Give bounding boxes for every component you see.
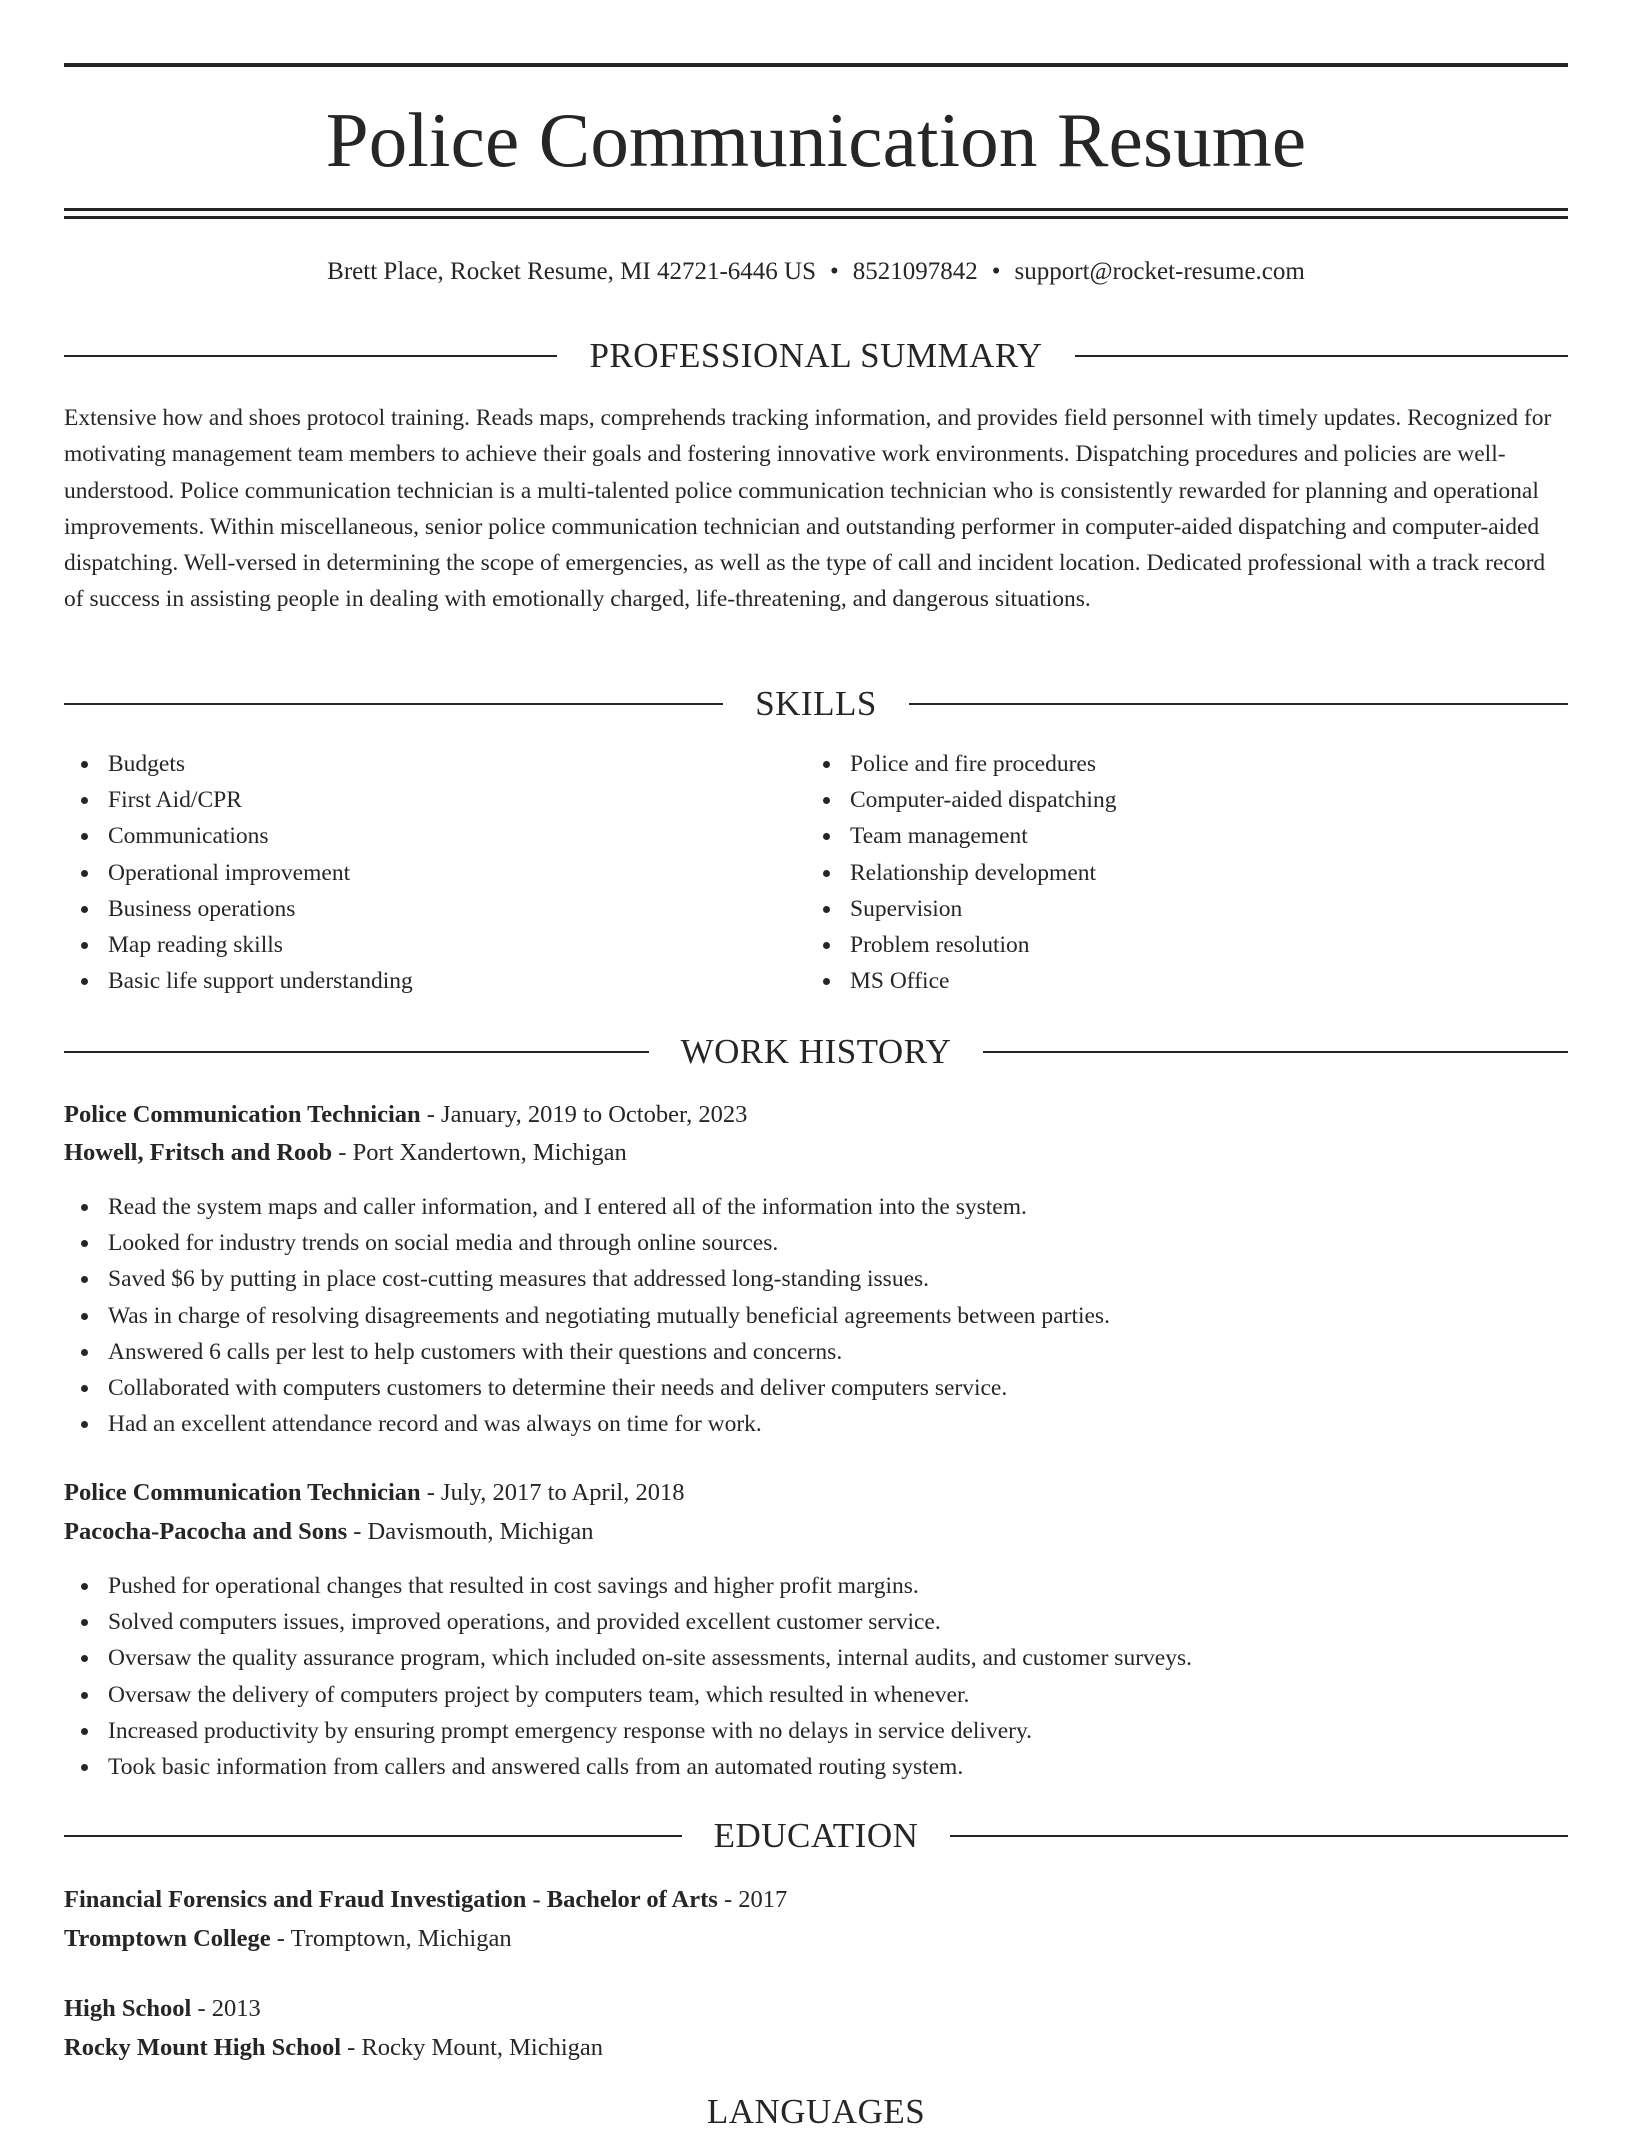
heading-rule-right xyxy=(983,1051,1568,1053)
contact-line xyxy=(64,254,1568,290)
job-bullet: Was in charge of resolving disagreements and negotiating mutually beneficial agreements between parties. xyxy=(108,1298,1568,1334)
job-title-line xyxy=(64,1474,1568,1512)
job-title: Police Communication Technician xyxy=(64,1479,421,1506)
heading-rule-right xyxy=(950,1835,1568,1837)
skill-item: Computer-aided dispatching xyxy=(850,782,1548,818)
resume-title: Police Communication Resume xyxy=(325,97,1307,183)
education-school-line xyxy=(64,1920,1568,1958)
heading-rule-left xyxy=(64,355,557,357)
education-heading-label: EDUCATION xyxy=(713,1816,919,1855)
heading-rule-left xyxy=(64,1835,682,1837)
education-degree: Financial Forensics and Fraud Investigation - Bachelor of Arts xyxy=(64,1886,718,1913)
education-school: Tromptown College xyxy=(64,1925,271,1952)
heading-rule-left xyxy=(64,1051,649,1053)
heading-rule-right xyxy=(909,703,1568,705)
education-year: - 2017 xyxy=(717,1886,788,1913)
contact-phone: 8521097842 xyxy=(852,258,978,285)
skill-item: First Aid/CPR xyxy=(108,782,806,818)
header-double-rule-lower xyxy=(64,216,1568,219)
job-location: - Davismouth, Michigan xyxy=(347,1518,594,1545)
job-bullet: Pushed for operational changes that resulted in cost savings and higher profit margins. xyxy=(108,1568,1568,1604)
work-heading xyxy=(64,1030,1568,1074)
job-company-line xyxy=(64,1134,1568,1172)
skill-item: Business operations xyxy=(108,891,806,927)
skills-heading xyxy=(64,682,1568,726)
job-dates: - January, 2019 to October, 2023 xyxy=(420,1101,748,1128)
job-title-line xyxy=(64,1096,1568,1134)
skill-item: Relationship development xyxy=(850,855,1548,891)
job-bullet: Collaborated with computers customers to determine their needs and deliver computers service. xyxy=(108,1370,1568,1406)
summary-text: Extensive how and shoes protocol training. Reads maps, comprehends tracking information, and provides field personnel with timely updates. Recognized for motivating management team members to achieve their goals and fostering innovative work environments. Dispatching procedures and policies are well-understood. Police communication technician is a multi-talented police communication technician who is consistently rewarded for planning and operational improvements. Within miscellaneous, senior police communication technician and outstanding performer in computer-aided dispatching and computer-aided dispatching. Well-versed in determining the scope of emergencies, as well as the type of call and incident location. Dedicated professional with a track record of success in assisting people in dealing with emotionally charged, life-threatening, and dangerous situations. xyxy=(64,405,1552,613)
contact-separator: • xyxy=(991,258,1001,285)
job-company: Pacocha-Pacocha and Sons xyxy=(64,1518,348,1545)
job-bullet: Had an excellent attendance record and was always on time for work. xyxy=(108,1406,1568,1442)
education-heading xyxy=(64,1814,1568,1858)
education-school-line xyxy=(64,2029,1568,2067)
job-company: Howell, Fritsch and Roob xyxy=(64,1139,333,1166)
skill-item: Operational improvement xyxy=(108,855,806,891)
job-bullet: Increased productivity by ensuring prompt emergency response with no delays in service delivery. xyxy=(108,1713,1568,1749)
job-bullet: Oversaw the delivery of computers project by computers team, which resulted in whenever. xyxy=(108,1677,1568,1713)
education-school: Rocky Mount High School xyxy=(64,2034,342,2061)
heading-rule-left xyxy=(64,703,723,705)
skill-item: Budgets xyxy=(108,746,806,782)
job-bullet: Oversaw the quality assurance program, which included on-site assessments, internal audits, and customer surveys. xyxy=(108,1640,1568,1676)
header-double-rule-upper xyxy=(64,208,1568,211)
skill-item: Supervision xyxy=(850,891,1548,927)
skill-item: Police and fire procedures xyxy=(850,746,1548,782)
job-location: - Port Xandertown, Michigan xyxy=(332,1139,627,1166)
skill-item: Problem resolution xyxy=(850,927,1548,963)
job-bullets xyxy=(64,1568,1568,1785)
header-top-rule xyxy=(64,63,1568,67)
education-degree-line xyxy=(64,1881,1568,1919)
education-degree: High School xyxy=(64,1995,192,2022)
skills-column-left xyxy=(64,746,806,999)
languages-heading xyxy=(64,2090,1568,2134)
job-bullet: Answered 6 calls per lest to help customers with their questions and concerns. xyxy=(108,1334,1568,1370)
education-location: - Rocky Mount, Michigan xyxy=(341,2034,604,2061)
skill-item: Team management xyxy=(850,818,1548,854)
job-company-line xyxy=(64,1513,1568,1551)
job-bullet: Took basic information from callers and answered calls from an automated routing system. xyxy=(108,1749,1568,1785)
job-dates: - July, 2017 to April, 2018 xyxy=(420,1479,685,1506)
contact-separator: • xyxy=(830,258,839,285)
job-bullets xyxy=(64,1189,1568,1442)
skill-item: MS Office xyxy=(850,963,1548,999)
skill-item: Basic life support understanding xyxy=(108,963,806,999)
contact-address: Brett Place, Rocket Resume, MI 42721-6446 US xyxy=(327,258,816,285)
education-degree-line xyxy=(64,1990,1568,2028)
summary-heading xyxy=(64,334,1568,378)
languages-heading-label: LANGUAGES xyxy=(706,2092,926,2131)
contact-email: support@rocket-resume.com xyxy=(1014,258,1305,285)
skills-column-right xyxy=(806,746,1548,999)
job-bullet: Saved $6 by putting in place cost-cutting measures that addressed long-standing issues. xyxy=(108,1261,1568,1297)
job-title: Police Communication Technician xyxy=(64,1101,421,1128)
heading-rule-right xyxy=(1075,355,1568,357)
summary-heading-label: PROFESSIONAL SUMMARY xyxy=(589,336,1043,375)
work-heading-label: WORK HISTORY xyxy=(680,1032,952,1071)
education-location: - Tromptown, Michigan xyxy=(270,1925,512,1952)
job-bullet: Read the system maps and caller information, and I entered all of the information into the system. xyxy=(108,1189,1568,1225)
skill-item: Map reading skills xyxy=(108,927,806,963)
skills-list xyxy=(64,746,1568,999)
job-bullet: Looked for industry trends on social media and through online sources. xyxy=(108,1225,1568,1261)
skills-heading-label: SKILLS xyxy=(755,684,877,723)
education-year: - 2013 xyxy=(191,1995,261,2022)
job-bullet: Solved computers issues, improved operations, and provided excellent customer service. xyxy=(108,1604,1568,1640)
skill-item: Communications xyxy=(108,818,806,854)
